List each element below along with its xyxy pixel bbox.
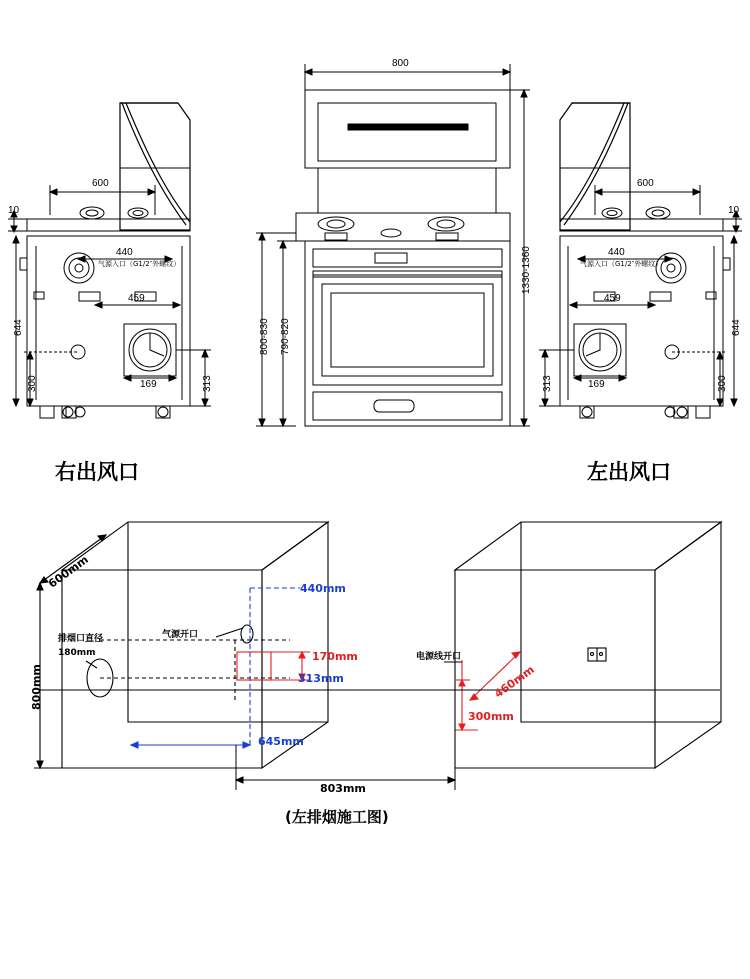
dim-front-1330-1360: 1330-1360 bbox=[521, 246, 532, 294]
dim-right-459: 459 bbox=[604, 293, 621, 304]
dim-440mm: 440mm bbox=[300, 582, 346, 595]
dim-803mm: 803mm bbox=[320, 782, 366, 795]
note-right-gas-inlet: 气源入口（G1/2″外螺纹） bbox=[580, 260, 663, 268]
dim-left-600: 600 bbox=[92, 178, 109, 189]
dim-left-644: 644 bbox=[13, 319, 24, 336]
dim-depth-600mm: 600mm bbox=[46, 553, 91, 591]
note-left-gas-inlet: 气源入口（G1/2″外螺纹） bbox=[98, 260, 181, 268]
dim-right-600: 600 bbox=[637, 178, 654, 189]
dim-front-800-830: 800-830 bbox=[259, 318, 270, 355]
dim-right-313: 313 bbox=[542, 375, 553, 392]
caption-left-outlet: 左出风口 bbox=[587, 460, 671, 484]
dim-left-10: 10 bbox=[8, 205, 20, 216]
dim-left-300: 300 bbox=[27, 375, 38, 392]
note-exhaust-line1: 排烟口直径 bbox=[58, 634, 104, 644]
dim-460mm: 460mm bbox=[492, 663, 537, 701]
note-exhaust-line2: 180mm bbox=[58, 648, 96, 658]
caption-left-exhaust-construction: (左排烟施工图) bbox=[285, 808, 389, 826]
dim-645mm: 645mm bbox=[258, 735, 304, 748]
dim-300mm: 300mm bbox=[468, 710, 514, 723]
note-power-opening: 电源线开口 bbox=[416, 652, 462, 662]
dim-803-group bbox=[40, 690, 720, 790]
dim-right-10: 10 bbox=[728, 205, 740, 216]
caption-right-outlet: 右出风口 bbox=[55, 460, 139, 484]
cabinet-3d-right-group bbox=[444, 522, 721, 768]
dim-313mm: 313mm bbox=[298, 672, 344, 685]
dim-right-169: 169 bbox=[588, 379, 605, 390]
front-elevation-group bbox=[256, 64, 530, 426]
dim-170mm: 170mm bbox=[312, 650, 358, 663]
dim-left-459: 459 bbox=[128, 293, 145, 304]
dim-left-169: 169 bbox=[140, 379, 157, 390]
dim-height-800mm: 800mm bbox=[30, 664, 43, 710]
dim-left-313: 313 bbox=[202, 375, 213, 392]
dim-front-800: 800 bbox=[392, 58, 409, 69]
dim-right-440: 440 bbox=[608, 247, 625, 258]
dim-left-440: 440 bbox=[116, 247, 133, 258]
dim-front-790-820: 790-820 bbox=[280, 318, 291, 355]
dim-right-644: 644 bbox=[731, 319, 742, 336]
dim-right-300: 300 bbox=[717, 375, 728, 392]
note-gas-opening: 气源开口 bbox=[162, 630, 199, 640]
